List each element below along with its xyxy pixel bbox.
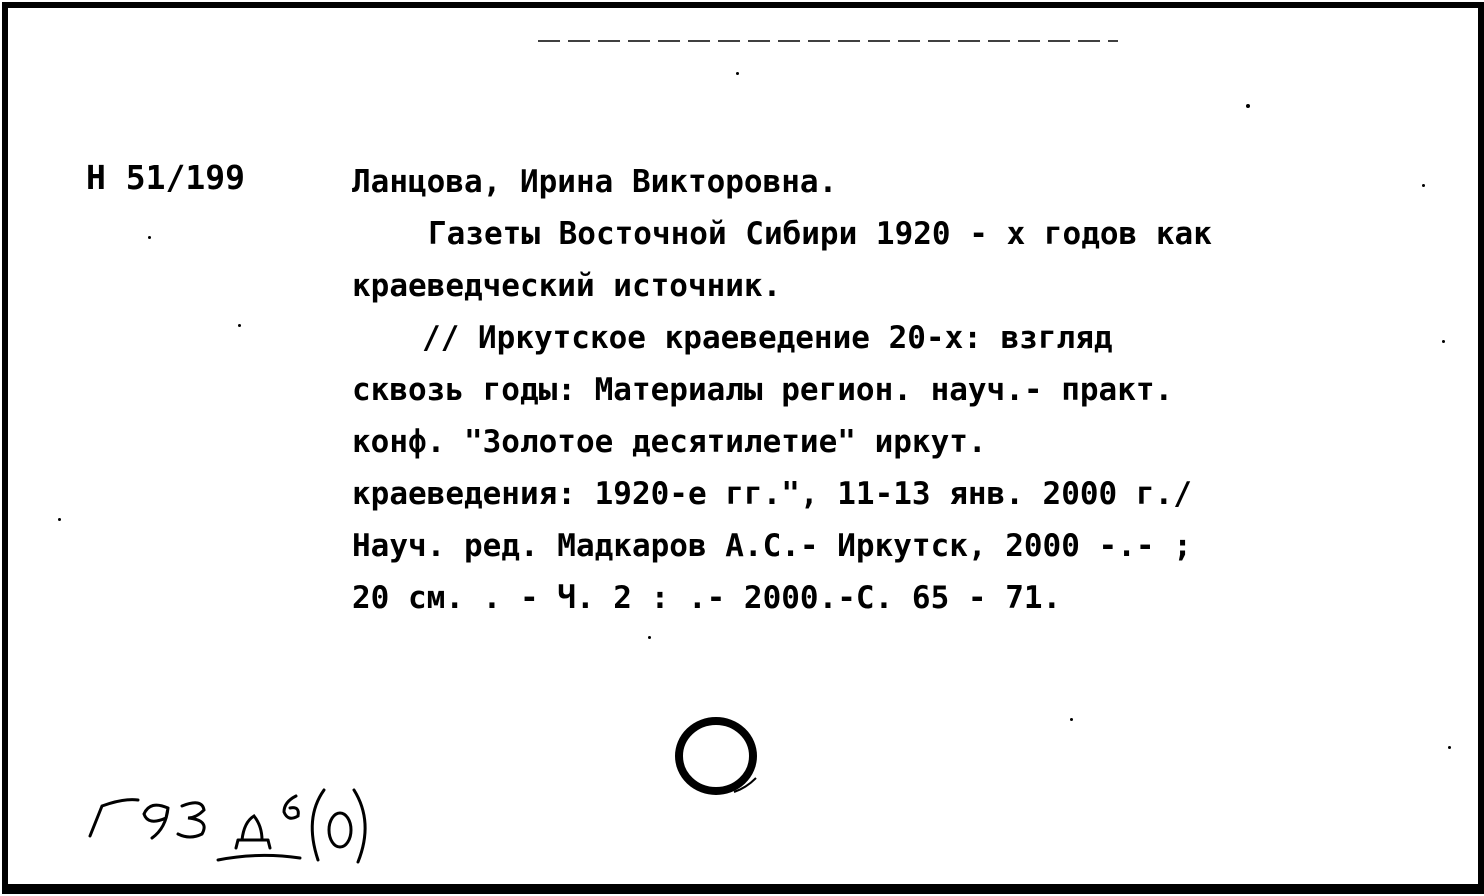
speck <box>1448 746 1451 749</box>
speck <box>736 72 739 75</box>
speck <box>648 636 651 639</box>
title-line-2: краеведческий источник. <box>352 268 782 304</box>
source-line-2: сквозь годы: Материалы регион. науч.- практ. <box>352 372 1174 408</box>
title-line-1: Газеты Восточной Сибири 1920 - х годов как <box>428 216 1212 252</box>
speck <box>1442 340 1445 343</box>
speck <box>148 236 151 239</box>
speck <box>58 518 61 521</box>
speck <box>1070 718 1073 721</box>
source-line-6: 20 см. . - Ч. 2 : .- 2000.-С. 65 - 71. <box>352 580 1062 616</box>
speck <box>1246 104 1250 108</box>
punch-hole-icon <box>672 712 760 800</box>
speck <box>238 324 241 327</box>
source-line-1: // Иркутское краеведение 20-х: взгляд <box>422 320 1113 356</box>
catalog-card <box>2 2 1484 894</box>
source-line-5: Науч. ред. Мадкаров А.С.- Иркутск, 2000 -.- ; <box>352 528 1192 564</box>
shelfmark: Н 51/199 <box>86 158 245 197</box>
source-line-3: конф. "Золотое десятилетие" иркут. <box>352 424 987 460</box>
source-line-4: краеведения: 1920-е гг.", 11-13 янв. 2000 г./ <box>352 476 1192 512</box>
top-dashed-rule <box>538 40 1118 42</box>
author-line: Ланцова, Ирина Викторовна. <box>352 164 838 200</box>
speck <box>1422 184 1425 187</box>
handwritten-note-text <box>82 784 359 849</box>
bibliographic-record <box>352 156 1432 624</box>
